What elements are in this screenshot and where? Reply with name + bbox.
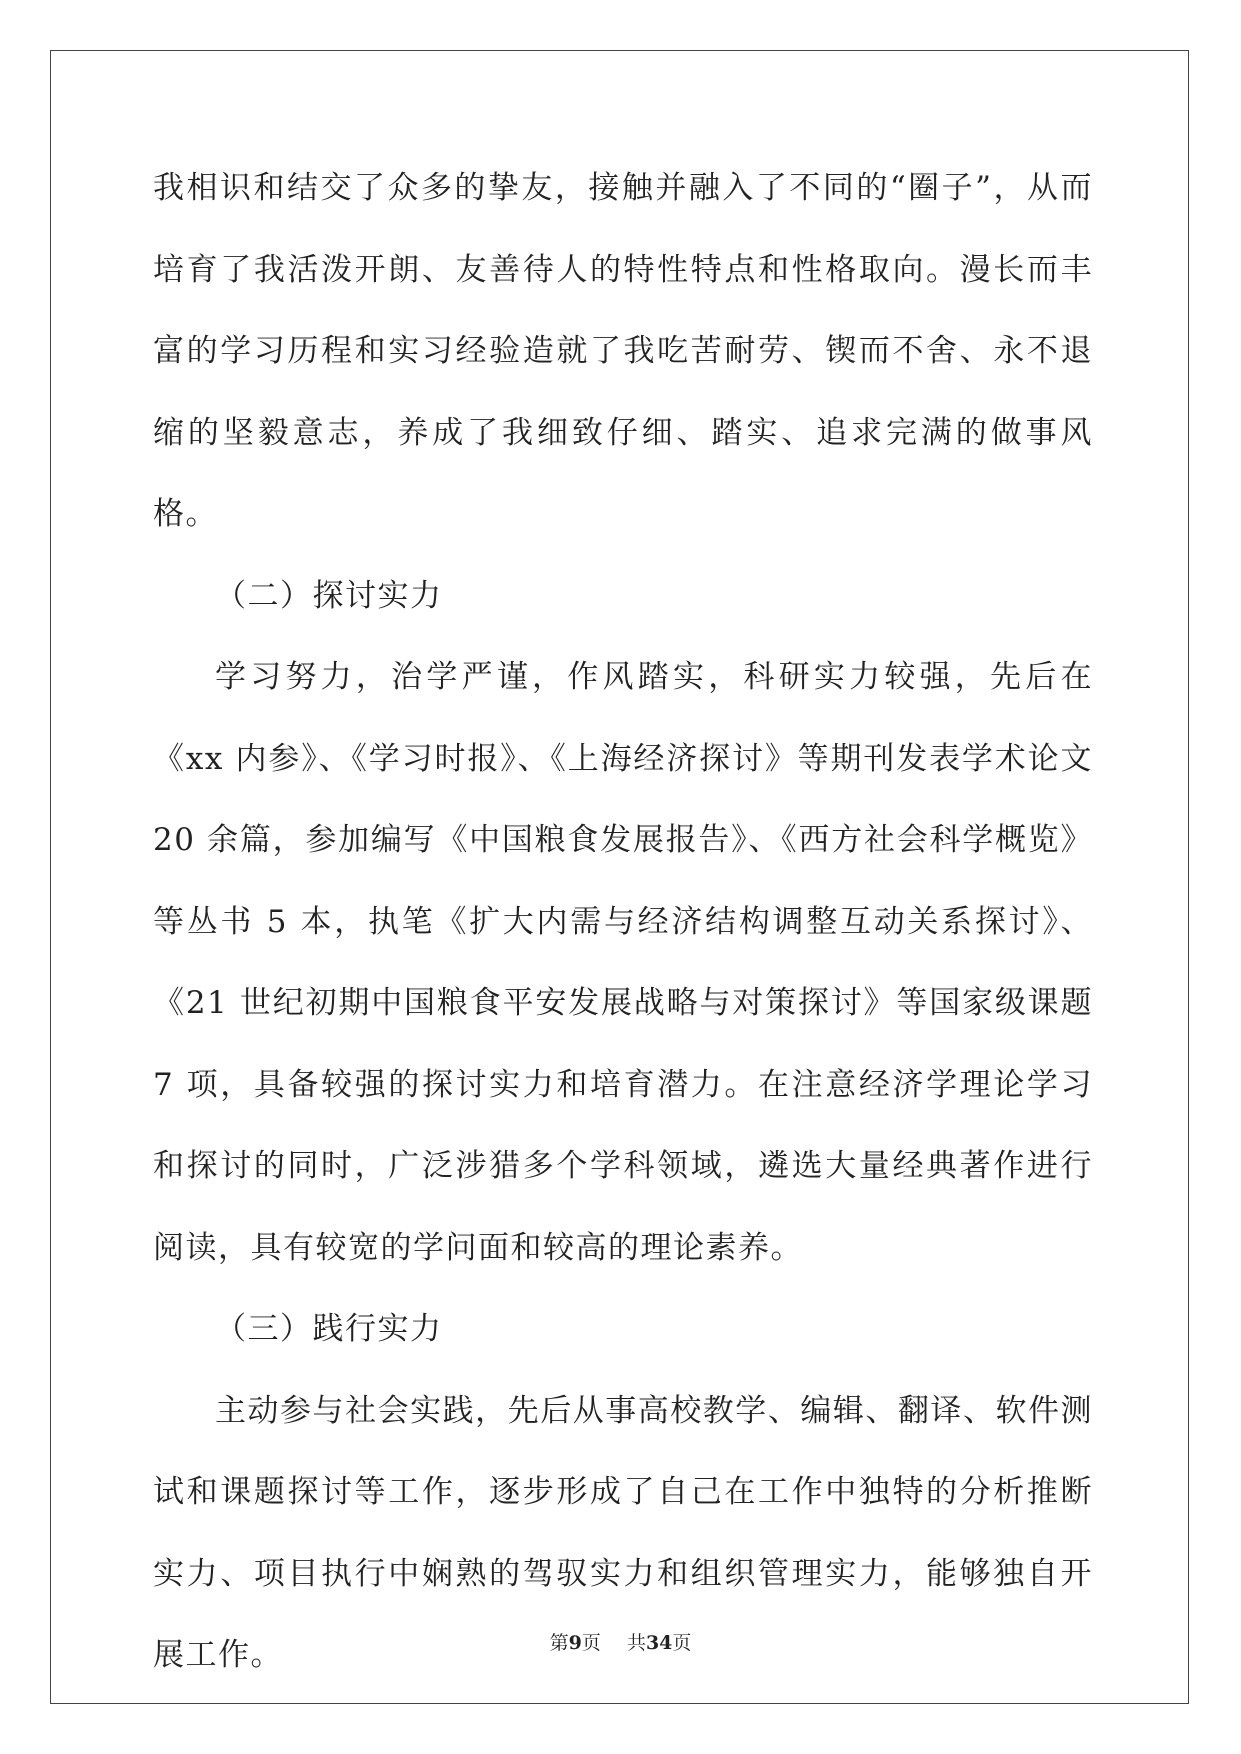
paragraph-practice: 主动参与社会实践，先后从事高校教学、编辑、翻译、软件测试和课题探讨等工作，逐步形成了自己在工作中独特的分析推断实力、项目执行中娴熟的驾驭实力和组织管理实力，能够独自开展工作。 [153, 1392, 1093, 1673]
section-heading-research: （二）探讨实力 [215, 577, 443, 614]
page-number: 9 [568, 1632, 582, 1654]
page-footer [0, 1628, 1241, 1655]
document-body [153, 148, 1093, 1697]
section-heading-practice: （三）践行实力 [215, 1311, 443, 1347]
page-suffix: 页 [581, 1632, 601, 1654]
total-pages: 34 [645, 1632, 673, 1654]
total-prefix: 共 [626, 1632, 646, 1654]
total-suffix: 页 [672, 1632, 692, 1654]
page-prefix: 第 [549, 1632, 569, 1654]
paragraph-research: 学习努力，治学严谨，作风踏实，科研实力较强，先后在《xx 内参》、《学习时报》、《上海经济探讨》等期刊发表学术论文 20 余篇，参加编写《中国粮食发展报告》、《西方社会科学概览》等丛书 5 本，执笔《扩大内需与经济结构调整互动关系探讨》、《21 世纪初期中国粮食平安发展战略与对策探讨》等国家级课题 7 项，具备较强的探讨实力和培育潜力。在注意经济学理论学习和探讨的同时，广泛涉猎多个学科领域，遴选大量经典著作进行阅读，具有较宽的学问面和较高的理论素养。 [153, 659, 1093, 1266]
paragraph-personality: 我相识和结交了众多的挚友，接触并融入了不同的“圈子”，从而培育了我活泼开朗、友善待人的特性特点和性格取向。漫长而丰富的学习历程和实习经验造就了我吃苦耐劳、锲而不舍、永不退缩的坚毅意志，养成了我细致仔细、踏实、追求完满的做事风格。 [153, 170, 1093, 532]
